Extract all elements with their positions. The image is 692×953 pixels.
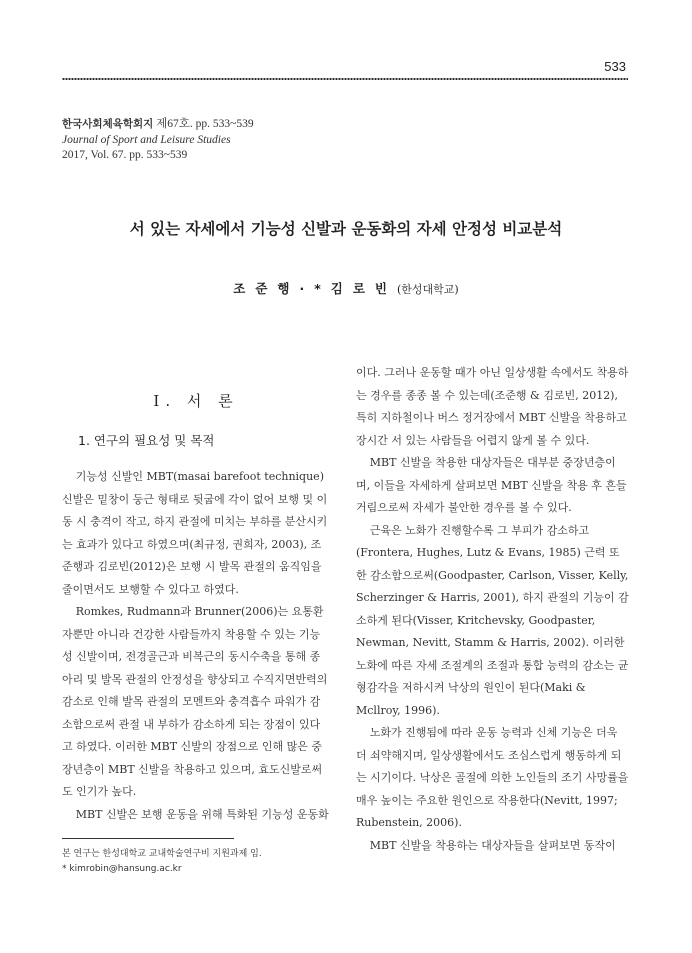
header-dotted-rule — [62, 77, 628, 81]
body-paragraph: MBT 신발을 착용한 대상자들은 대부분 중장년층이며, 이들을 자세하게 살펴보면 MBT 신발을 착용 후 흔들거림으로써 자세가 불안한 경우를 볼 수 있다. — [356, 456, 627, 514]
body-paragraph: 노화가 진행됨에 따라 운동 능력과 신체 기능은 더욱 더 쇠약해지며, 일상생활에서도 조심스럽게 행동하게 되는 시기이다. 낙상은 골절에 의한 노인들의 조기 사망률을 매우 높이는 주요한 원인으로 작용한다(Nevitt, 1997; Rubenstein, 2006). — [356, 726, 629, 829]
journal-citation — [62, 117, 382, 164]
footnotes — [62, 847, 262, 877]
subsection-heading: 1. 연구의 필요성 및 목적 — [78, 433, 215, 448]
author-affiliation: (한성대학교) — [397, 283, 459, 296]
corresponding-email: * kimrobin@hansung.ac.kr — [62, 864, 182, 874]
volume-kr: 제67호. pp. 533~539 — [153, 118, 254, 130]
left-column — [62, 466, 330, 826]
body-paragraph: 이다. 그러나 운동할 때가 아닌 일상생활 속에서도 착용하는 경우를 종종 볼 수 있는데(조준행 & 김로빈, 2012), 특히 지하철이나 버스 정거장에서 MBT 신발을 착용하고 장시간 서 있는 사람들을 어렵지 않게 볼 수 있다. — [356, 366, 629, 447]
body-paragraph: 기능성 신발인 MBT(masai barefoot technique) 신발은 밑창이 둥근 형태로 뒷굽에 각이 없어 보행 및 이동 시 충격이 작고, 하지 관절에 미치는 부하를 분산시키는 효과가 있다고 하였으며(최규정, 권희자, 2003), 조준행과 김로빈(2012)은 보행 시 발목 관절의 움직임을 줄이면서도 보행할 수 있다고 하였다. — [62, 470, 328, 596]
body-paragraph: MBT 신발은 보행 운동을 위해 특화된 기능성 운동화 — [75, 807, 329, 821]
page-number: 533 — [604, 59, 626, 74]
funding-note: 본 연구는 한성대학교 교내학술연구비 지원과제 임. — [62, 849, 262, 859]
journal-name-kr: 한국사회체육학회지 — [62, 118, 154, 130]
right-column — [356, 362, 629, 857]
paper-title: 서 있는 자세에서 기능성 신발과 운동화의 자세 안정성 비교분석 — [129, 220, 563, 238]
body-paragraph: 근육은 노화가 진행할수록 그 부피가 감소하고(Frontera, Hughes, Lutz & Evans, 1985) 근력 또한 감소함으로써(Goodpaster, Carlson, Visser, Kelly, Scherzinger & Harris, 2001), 하지 관절의 기능이 감소하게 된다(Visser, Kritchevsky, Goodpaster, Newman, Nevitt, Stamm & Harris, 2002). 이러한 노화에 따른 자세 조절계의 조절과 통합 능력의 감소는 균형감각을 저하시켜 낙상의 원인이 된다(Maki & Mcllroy, 1996). — [356, 523, 629, 717]
footnote-divider — [62, 838, 234, 839]
citation-kr-line — [62, 117, 382, 133]
section-heading: Ⅰ. 서 론 — [153, 392, 239, 410]
body-paragraph: MBT 신발을 착용하는 대상자들을 살펴보면 동작이 — [369, 838, 616, 852]
author-line — [0, 279, 692, 297]
journal-name-en: Journal of Sport and Leisure Studies — [62, 133, 231, 146]
body-paragraph: Romkes, Rudmann과 Brunner(2006)는 요통환자뿐만 아니라 건강한 사람들까지 착용할 수 있는 기능성 신발이며, 전경골근과 비복근의 동시수축을 통해 종아리 및 발목 관절의 안정성을 향상되고 수직지면반력의 감소로 인해 발목 관절의 모멘트와 충격흡수 파워가 감소함으로써 관절 내 부하가 감소하게 되는 장점이 있다고 하였다. 이러한 MBT 신발의 장점으로 인해 많은 중장년층이 MBT 신발을 착용하고 있으며, 효도신발로써도 인기가 높다. — [62, 605, 328, 798]
volume-en: 2017, Vol. 67. pp. 533~539 — [62, 149, 188, 161]
author-names: 조준행·*김로빈 — [233, 281, 398, 296]
